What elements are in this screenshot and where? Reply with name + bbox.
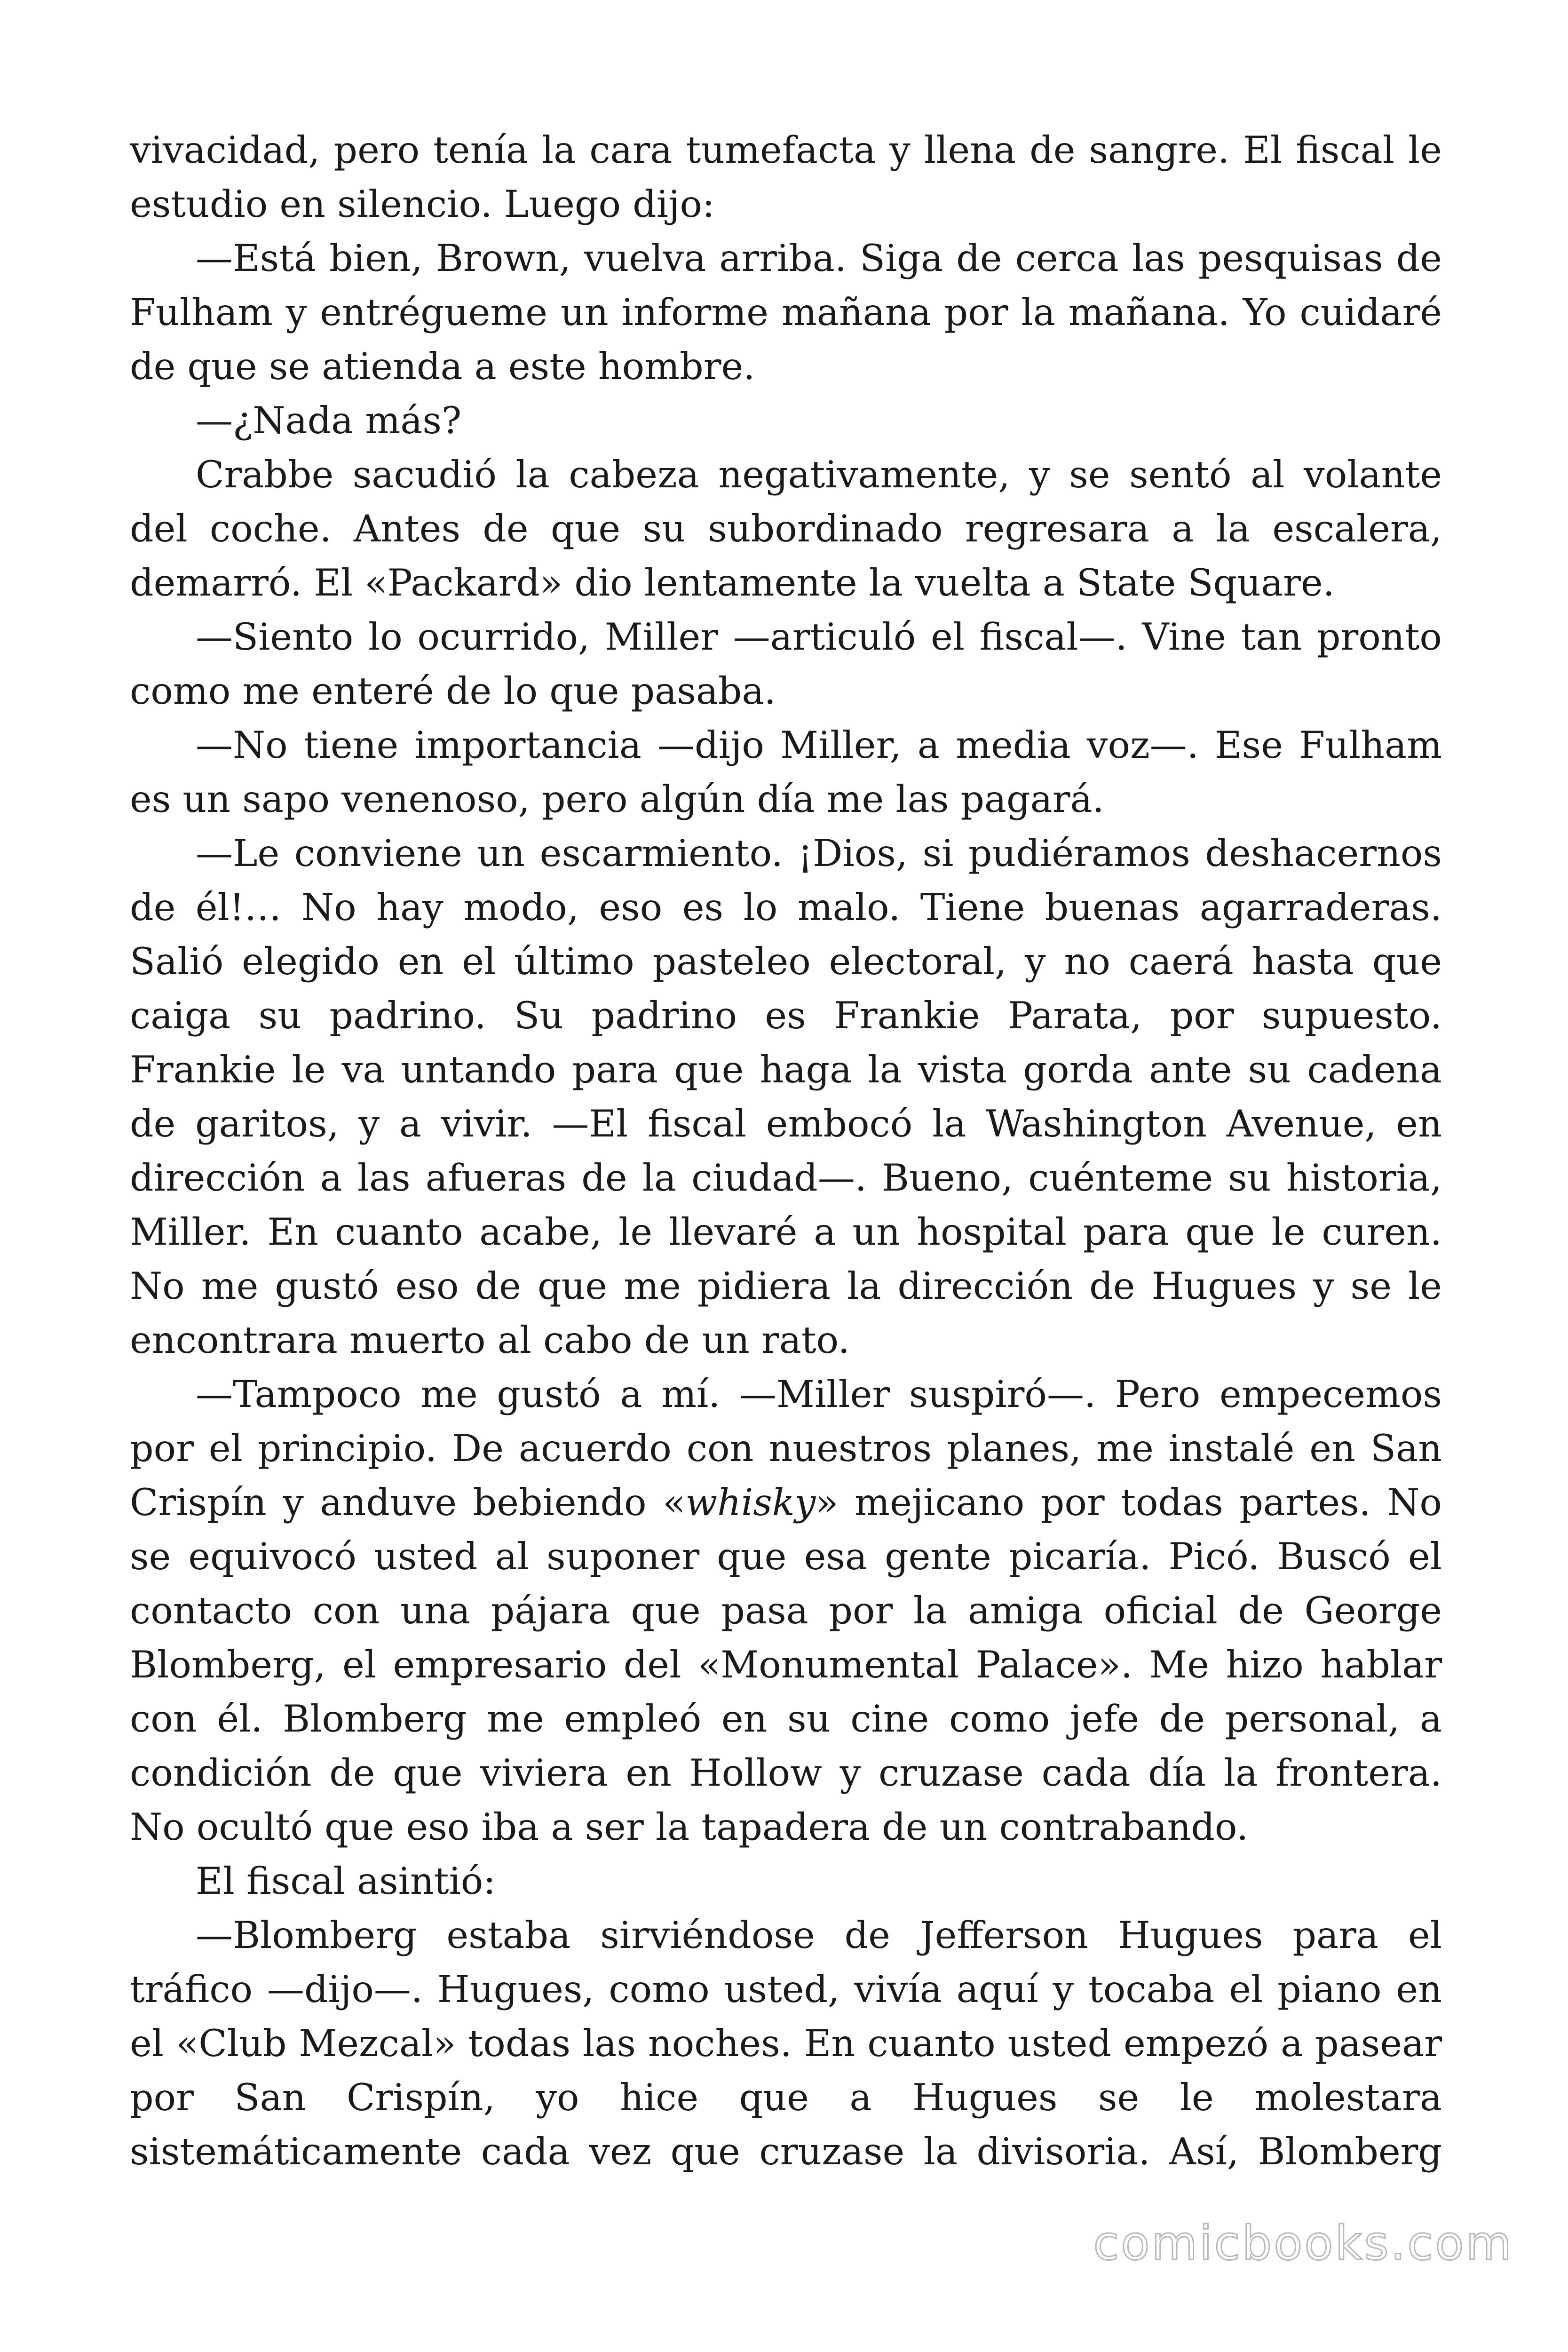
paragraph <box>130 1367 1442 1854</box>
paragraph-text: » mejicano por todas partes. No se equivocó usted al suponer que esa gente picaría. Picó. Buscó el contacto con una pájara que pasa por la amiga oficial de George Blomberg, el empresario del «Monumental Palace». Me hizo hablar con él. Blomberg me empleó en su cine como jefe de personal, a condición de que viviera en Hollow y cruzase cada día la frontera. No ocultó que eso iba a ser la tapadera de un contrabando. <box>130 1481 1442 1849</box>
paragraph: Crabbe sacudió la cabeza negativamente, y se sentó al volante del coche. Antes de que su subordinado regresara a la escalera, demarró. El «Packard» dio lentamente la vuelta a State Square. <box>130 453 1442 604</box>
paragraph-text: —Tampoco me gustó a mí. —Miller suspiró—. Pero empecemos por el principio. De acuerdo con nuestros planes, me instalé en San Crispín y anduve bebiendo « <box>130 1373 1442 1524</box>
paragraph: —No tiene importancia —dijo Miller, a media voz—. Ese Fulham es un sapo venenoso, pero algún día me las pagará. <box>130 723 1442 821</box>
italic-word: whisky <box>685 1481 816 1524</box>
watermark: comicbooks.com <box>1093 2216 1513 2271</box>
paragraph: —Siento lo ocurrido, Miller —articuló el fiscal—. Vine tan pronto como me enteré de lo que pasaba. <box>130 615 1442 713</box>
paragraph: —¿Nada más? <box>196 399 462 442</box>
paragraph: —Está bien, Brown, vuelva arriba. Siga de cerca las pesquisas de Fulham y entrégueme un informe mañana por la mañana. Yo cuidaré de que se atienda a este hombre. <box>130 237 1442 388</box>
paragraph: El fiscal asintió: <box>196 1859 496 1903</box>
page-text <box>130 123 1442 2179</box>
paragraph: —Blomberg estaba sirviéndose de Jefferson Hugues para el tráfico —dijo—. Hugues, como usted, vivía aquí y tocaba el piano en el «Club Mezcal» todas las noches. En cuanto usted empezó a pasear por San Crispín, yo hice que a Hugues se le molestara sistemáticamente cada vez que cruzase la divisoria. Así, Blomberg <box>130 1914 1442 2173</box>
paragraph: vivacidad, pero tenía la cara tumefacta y llena de sangre. El fiscal le estudio en silencio. Luego dijo: <box>130 128 1442 226</box>
paragraph: —Le conviene un escarmiento. ¡Dios, si pudiéramos deshacernos de él!… No hay modo, eso es lo malo. Tiene buenas agarraderas. Salió elegido en el último pasteleo electoral, y no caerá hasta que caiga su padrino. Su padrino es Frankie Parata, por supuesto. Frankie le va untando para que haga la vista gorda ante su cadena de garitos, y a vivir. —El fiscal embocó la Washington Avenue, en dirección a las afueras de la ciudad—. Bueno, cuénteme su historia, Miller. En cuanto acabe, le llevaré a un hospital para que le curen. No me gustó eso de que me pidiera la dirección de Hugues y se le encontrara muerto al cabo de un rato. <box>130 832 1442 1362</box>
